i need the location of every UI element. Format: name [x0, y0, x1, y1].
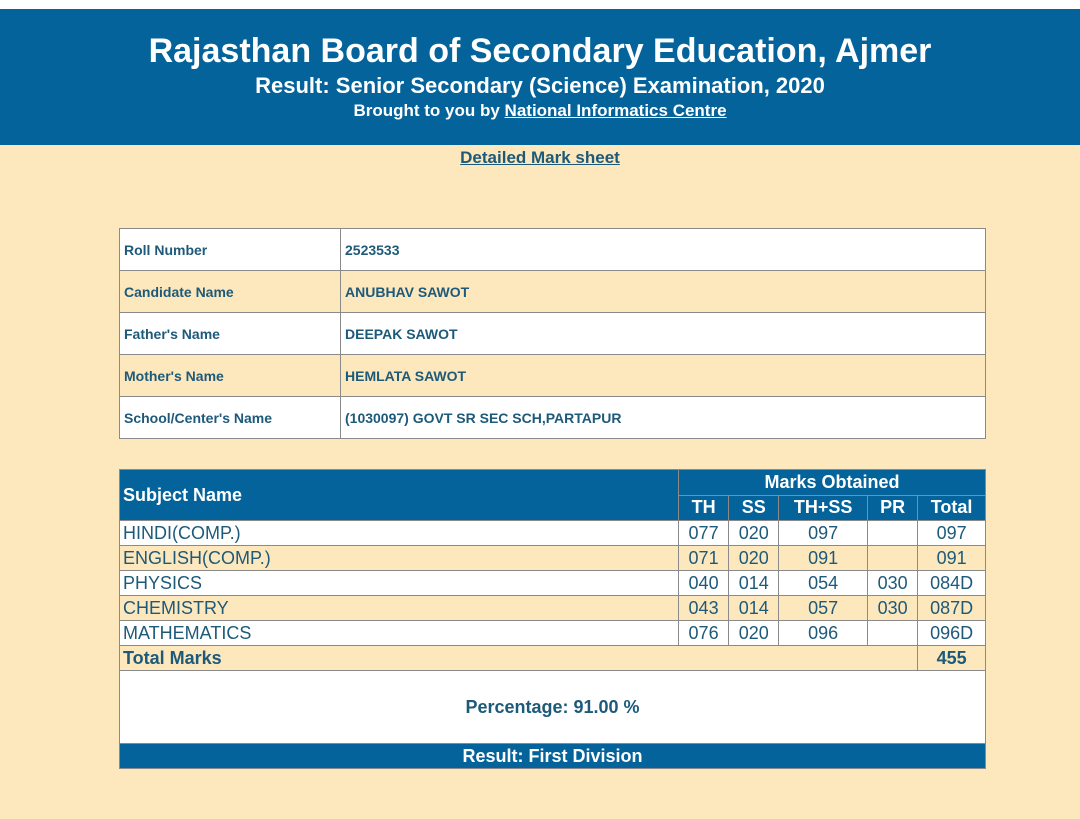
mother-name-value: HEMLATA SAWOT: [341, 355, 986, 397]
mother-name-label: Mother's Name: [120, 355, 341, 397]
marks-obtained-header: Marks Obtained: [679, 470, 986, 496]
subject-name-header: Subject Name: [120, 470, 679, 521]
th-marks: 077: [679, 521, 729, 546]
total-marks-row: [120, 646, 986, 671]
marks-header-row: [120, 470, 986, 496]
result-row: [120, 744, 986, 769]
th-marks: 043: [679, 596, 729, 621]
thss-marks: 091: [779, 546, 868, 571]
roll-number-label: Roll Number: [120, 229, 341, 271]
info-row-roll: [120, 229, 986, 271]
marks-table: [119, 469, 986, 769]
total-marks: 091: [918, 546, 986, 571]
th-marks: 071: [679, 546, 729, 571]
top-strip: [0, 0, 1080, 9]
credit-prefix: Brought to you by: [353, 101, 505, 120]
candidate-name-value: ANUBHAV SAWOT: [341, 271, 986, 313]
subject-name: CHEMISTRY: [120, 596, 679, 621]
nic-link[interactable]: National Informatics Centre: [504, 101, 727, 120]
credit-line: [0, 100, 1080, 122]
info-row-name: [120, 271, 986, 313]
result-value: Result: First Division: [120, 744, 986, 769]
candidate-info-table: [119, 228, 986, 439]
exam-subtitle: Result: Senior Secondary (Science) Examination, 2020: [255, 73, 825, 98]
father-name-label: Father's Name: [120, 313, 341, 355]
pr-marks: [868, 546, 918, 571]
subject-name: MATHEMATICS: [120, 621, 679, 646]
pr-marks: 030: [868, 596, 918, 621]
total-marks-label: Total Marks: [120, 646, 918, 671]
col-pr-header: PR: [868, 495, 918, 521]
subject-row: [120, 621, 986, 646]
total-marks: 087D: [918, 596, 986, 621]
subject-name: ENGLISH(COMP.): [120, 546, 679, 571]
subject-row: [120, 596, 986, 621]
percentage-row: [120, 671, 986, 744]
ss-marks: 014: [729, 596, 779, 621]
thss-marks: 054: [779, 571, 868, 596]
info-row-father: [120, 313, 986, 355]
th-marks: 076: [679, 621, 729, 646]
thss-marks: 097: [779, 521, 868, 546]
subject-name: PHYSICS: [120, 571, 679, 596]
candidate-name-label: Candidate Name: [120, 271, 341, 313]
pr-marks: [868, 521, 918, 546]
col-thss-header: TH+SS: [779, 495, 868, 521]
col-th-header: TH: [679, 495, 729, 521]
subject-name: HINDI(COMP.): [120, 521, 679, 546]
school-name-value: (1030097) GOVT SR SEC SCH,PARTAPUR: [341, 397, 986, 439]
info-row-school: [120, 397, 986, 439]
ss-marks: 020: [729, 521, 779, 546]
page-header: [0, 9, 1080, 145]
school-name-label: School/Center's Name: [120, 397, 341, 439]
col-total-header: Total: [918, 495, 986, 521]
board-title: Rajasthan Board of Secondary Education, Ajmer: [148, 32, 932, 70]
total-marks-value: 455: [918, 646, 986, 671]
pr-marks: [868, 621, 918, 646]
detailed-marksheet-link[interactable]: Detailed Mark sheet: [460, 148, 620, 167]
thss-marks: 057: [779, 596, 868, 621]
subject-row: [120, 546, 986, 571]
ss-marks: 020: [729, 621, 779, 646]
total-marks: 097: [918, 521, 986, 546]
total-marks: 084D: [918, 571, 986, 596]
thss-marks: 096: [779, 621, 868, 646]
ss-marks: 014: [729, 571, 779, 596]
percentage-value: Percentage: 91.00 %: [120, 671, 986, 744]
roll-number-value: 2523533: [341, 229, 986, 271]
col-ss-header: SS: [729, 495, 779, 521]
father-name-value: DEEPAK SAWOT: [341, 313, 986, 355]
pr-marks: 030: [868, 571, 918, 596]
total-marks: 096D: [918, 621, 986, 646]
ss-marks: 020: [729, 546, 779, 571]
subject-row: [120, 571, 986, 596]
info-row-mother: [120, 355, 986, 397]
subject-row: [120, 521, 986, 546]
th-marks: 040: [679, 571, 729, 596]
